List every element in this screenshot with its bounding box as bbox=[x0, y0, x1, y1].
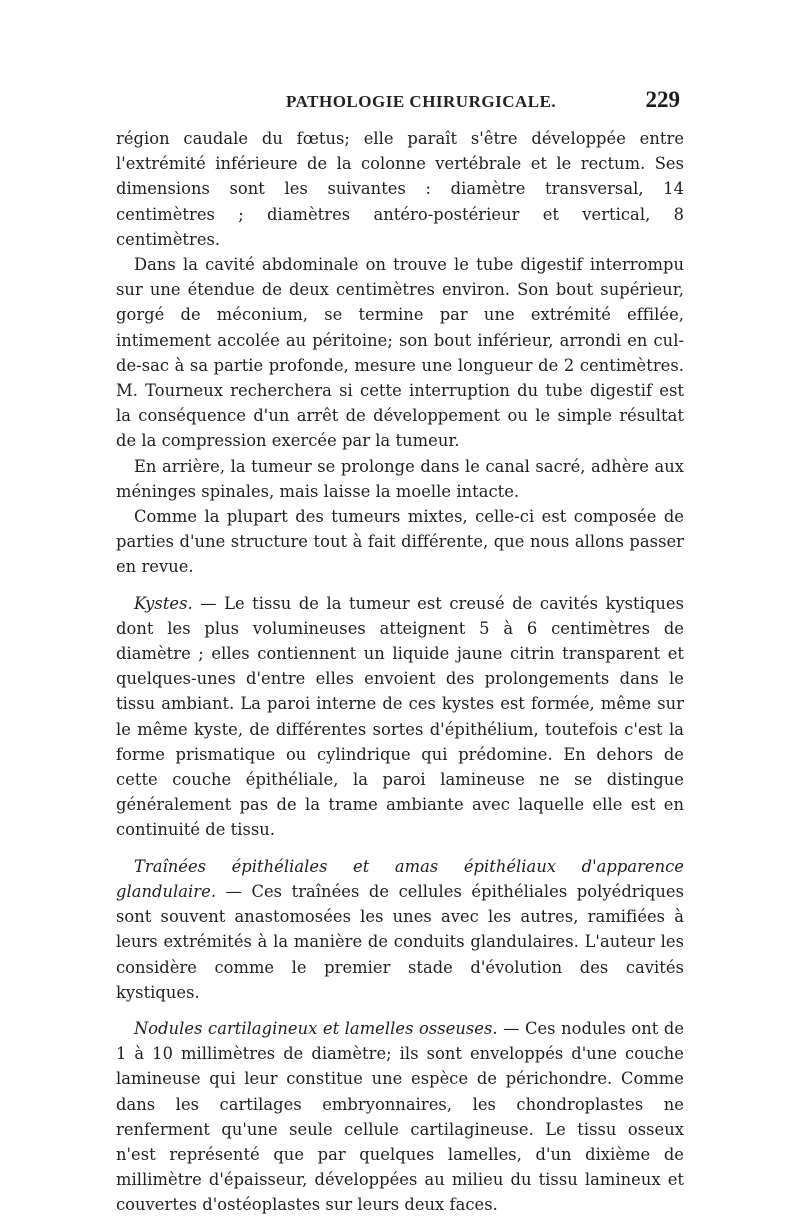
section-text-nodules: — Ces nodules ont de 1 à 10 millimètres de diamètre; ils sont enveloppés d'une couche lamineuse qui leur constitue une espèce de périchondre. Comme dans les cartilages embryonnaires, les chondroplastes ne renferment qu'une seule cellule cartilagineuse. Le tissu osseux n'est représenté que par quelques lamelles, d'un dixième de millimètre d'épaisseur, développées au milieu du tissu lamineux et couvertes d'ostéoplastes sur leurs deux faces. bbox=[116, 1018, 684, 1215]
section-trainees bbox=[116, 854, 684, 1005]
paragraph-abdominal-cavity: Dans la cavité abdominale on trouve le tube digestif interrompu sur une étendue de deux centimètres environ. Son bout supérieur, gorgé de méconium, se termine par une extrémité effilée, intimement accolée au péritoine; son bout inférieur, arrondi en cul-de-sac à sa partie profonde, mesure une longueur de 2 centimètres. M. Tourneux recherchera si cette interruption du tube digestif est la conséquence d'un arrêt de développement ou le simple résultat de la compression exercée par la tumeur. bbox=[116, 255, 684, 451]
section-kystes bbox=[116, 591, 684, 843]
page-header bbox=[116, 87, 684, 126]
page-number: 229 bbox=[645, 87, 680, 112]
book-page bbox=[116, 87, 684, 1218]
section-nodules bbox=[116, 1016, 684, 1218]
body-text bbox=[116, 126, 684, 1218]
section-heading-nodules: Nodules cartilagineux et lamelles osseuses. bbox=[134, 1018, 498, 1038]
paragraph-mixed-tumors: Comme la plupart des tumeurs mixtes, celle-ci est composée de parties d'une structure tout à fait différente, que nous allons passer en revue. bbox=[116, 507, 684, 577]
section-text-trainees: — Ces traînées de cellules épithéliales polyédriques sont souvent anastomosées les unes avec les autres, ramifiées à leurs extrémités à la manière de conduits glandulaires. L'auteur les considère comme le premier stade d'évolution des cavités kystiques. bbox=[116, 881, 684, 1002]
paragraph-caudal-region: région caudale du fœtus; elle paraît s'être développée entre l'extrémité inférieure de la colonne vertébrale et le rectum. Ses dimensions sont les suivantes : diamètre transversal, 14 centimètres ; diamètres antéro-postérieur et vertical, 8 centimètres. bbox=[116, 129, 684, 249]
section-heading-kystes: Kystes. bbox=[134, 593, 193, 613]
section-text-kystes: — Le tissu de la tumeur est creusé de cavités kystiques dont les plus volumineuses atteignent 5 à 6 centimètres de diamètre ; elles contiennent un liquide jaune citrin transparent et quelques-unes d'entre elles envoient des prolongements dans le tissu ambiant. La paroi interne de ces kystes est formée, même sur le même kyste, de différentes sortes d'épithélium, toutefois c'est la forme prismatique ou cylindrique qui prédomine. En dehors de cette couche épithéliale, la paroi lamineuse ne se distingue généralement pas de la trame ambiante avec laquelle elle est en continuité de tissu. bbox=[116, 593, 684, 840]
paragraph-sacral-canal: En arrière, la tumeur se prolonge dans le canal sacré, adhère aux méninges spinales, mais laisse la moelle intacte. bbox=[116, 456, 684, 501]
section-heading-trainees: Traînées épithéliales et amas épithéliaux d'apparence glandulaire. bbox=[116, 856, 684, 901]
running-title: PATHOLOGIE CHIRURGICALE. bbox=[286, 92, 557, 111]
